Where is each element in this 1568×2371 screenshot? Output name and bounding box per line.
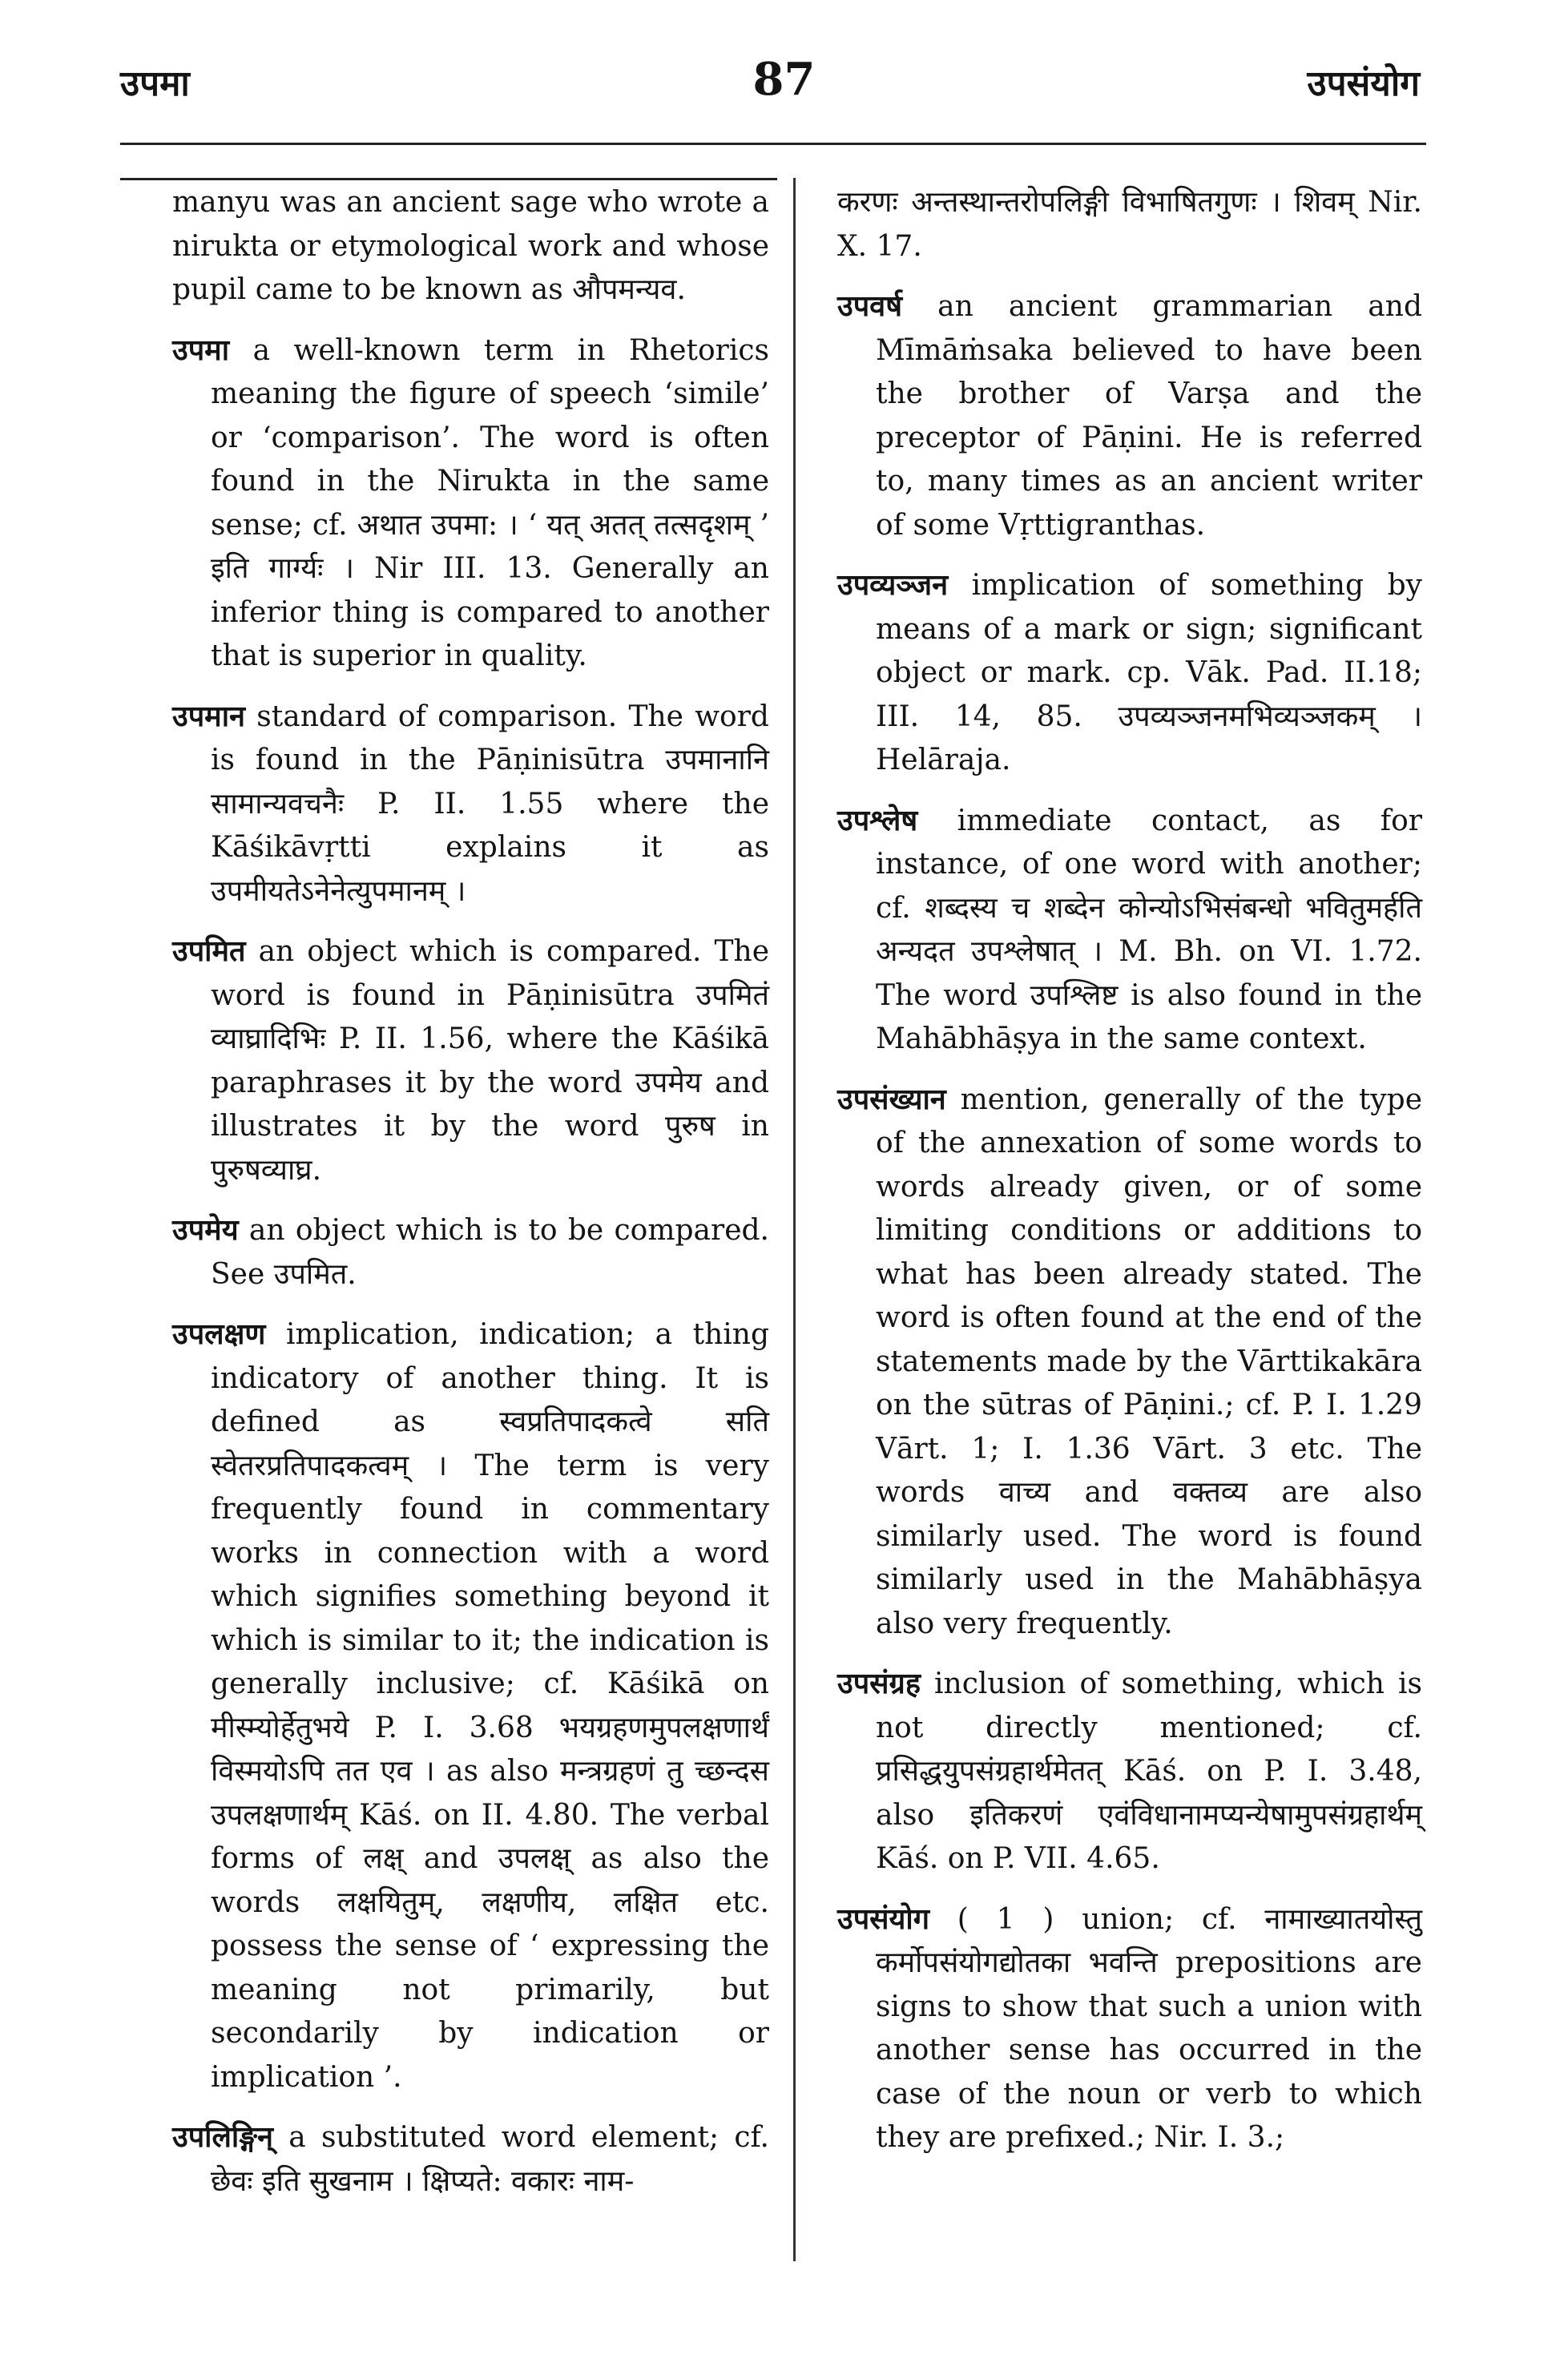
left-column-rule bbox=[120, 178, 777, 180]
entry-definition: करणः अन्तस्थान्तरोपलिङ्गी विभाषितगुणः । शिवम् Nir. X. 17. bbox=[837, 186, 1422, 263]
entry-definition: an object which is compared. The word is found in Pāṇinisūtra उपमितं व्याघ्रादिभिः P. II. 1.56, where the Kāśikā paraphrases it by the word उपमेय and illustrates it by the word पुरुष in पुरुषव्याघ्र. bbox=[211, 935, 769, 1187]
right-column bbox=[837, 181, 1422, 2176]
entry-headword: उपसंयोग bbox=[837, 1901, 929, 1936]
entry-definition: an object which is to be compared. See उपमित. bbox=[211, 1214, 769, 1291]
column-divider bbox=[793, 178, 796, 2261]
dictionary-entry bbox=[172, 1313, 769, 2099]
entry-definition: implication of something by means of a mark or sign; significant object or mark. cp. Vāk. Pad. II.18; III. 14, 85. उपव्यञ्जनमभिव्यञ्जकम् । Helāraja. bbox=[876, 569, 1422, 776]
entry-headword: उपलिङ्गिन् bbox=[172, 2120, 274, 2154]
header-rule bbox=[120, 143, 1426, 145]
entry-headword: उपसंख्यान bbox=[837, 1082, 946, 1116]
page-number: 87 bbox=[752, 53, 816, 106]
dictionary-entry bbox=[172, 1208, 769, 1296]
dictionary-entry bbox=[837, 563, 1422, 783]
running-head-left: उपमा bbox=[120, 63, 190, 104]
entry-headword: उपलक्षण bbox=[172, 1317, 266, 1351]
dictionary-entry bbox=[837, 1897, 1422, 2160]
entry-definition: standard of comparison. The word is found in the Pāṇinisūtra उपमानानि सामान्यवचनैः P. II. 1.55 where the Kāśikāvṛtti explains it as उपमीयतेऽनेनेत्युपमानम् । bbox=[211, 700, 769, 908]
entry-definition: implication, indication; a thing indicatory of another thing. It is defined as स्वप्रतिपादकत्वे सति स्वेतरप्रतिपादकत्वम् । The term is very frequently found in commentary works in connection with a word which signifies something beyond it which is similar to it; the indication is generally inclusive; cf. Kāśikā on मीस्म्योर्हेतुभये P. I. 3.68 भयग्रहणमुपलक्षणार्थं विस्मयोऽपि तत एव । as also मन्त्रग्रहणं तु च्छन्दस उपलक्षणार्थम् Kāś. on II. 4.80. The verbal forms of लक्ष् and उपलक्ष् as also the words लक्षयितुम्, लक्षणीय, लक्षित etc. possess the sense of ‘ expressing the meaning not primarily, but secondarily by indication or implication ’. bbox=[211, 1318, 769, 2094]
entry-definition: ( 1 ) union; cf. नामाख्यातयोस्तु कर्मोपसंयोगद्योतका भवन्ति prepositions are signs to show that such a union with another sense has occurred in the case of the noun or verb to which they are prefixed.; Nir. I. 3.; bbox=[876, 1902, 1422, 2154]
entry-headword: उपसंग्रह bbox=[837, 1667, 921, 1700]
running-head-right: उपसंयोग bbox=[1307, 63, 1420, 104]
dictionary-entry bbox=[837, 181, 1422, 268]
entry-definition: mention, generally of the type of the annexation of some words to words already given, or of some limiting conditions or additions to what has been already stated. The word is often found at the end of the statements made by the Vārttikakāra on the sūtras of Pāṇini.; cf. P. I. 1.29 Vārt. 1; I. 1.36 Vārt. 3 etc. The words वाच्य and वक्तव्य are also similarly used. The word is found similarly used in the Mahābhāṣya also very frequently. bbox=[876, 1083, 1422, 1640]
entry-headword: उपमा bbox=[172, 333, 230, 367]
dictionary-entry bbox=[837, 1078, 1422, 1647]
entry-headword: उपमेय bbox=[172, 1213, 239, 1247]
entry-headword: उपव्यञ्जन bbox=[837, 568, 949, 602]
dictionary-entry bbox=[837, 799, 1422, 1062]
dictionary-entry bbox=[172, 695, 769, 914]
dictionary-entry bbox=[172, 181, 769, 313]
dictionary-entry bbox=[172, 329, 769, 679]
entry-definition: a substituted word element; cf. छेवः इति सुखनाम । क्षिप्यते: वकारः नाम- bbox=[211, 2121, 769, 2198]
entry-headword: उपवर्ष bbox=[837, 289, 903, 323]
entry-definition: inclusion of something, which is not directly mentioned; cf. प्रसिद्धयुपसंग्रहार्थमेतत् Kāś. on P. I. 3.48, also इतिकरणं एवंविधानामप्यन्येषामुपसंग्रहार्थम् Kāś. on P. VII. 4.65. bbox=[876, 1667, 1422, 1875]
left-column bbox=[172, 181, 769, 2220]
entry-headword: उपश्लेष bbox=[837, 803, 918, 837]
entry-headword: उपमान bbox=[172, 699, 246, 733]
entry-definition: an ancient grammarian and Mīmāṁsaka believed to have been the brother of Varṣa and the preceptor of Pāṇini. He is referred to, many times as an ancient writer of some Vṛttigranthas. bbox=[876, 290, 1422, 542]
entry-definition: a well-known term in Rhetorics meaning the figure of speech ‘simile’ or ‘comparison’. The word is often found in the Nirukta in the same sense; cf. अथात उपमा: । ‘ यत् अतत् तत्सदृशम् ’ इति गार्ग्यः । Nir III. 13. Generally an inferior thing is compared to another that is superior in quality. bbox=[211, 333, 769, 672]
entry-headword: उपमित bbox=[172, 934, 246, 968]
entry-definition: immediate contact, as for instance, of one word with another; cf. शब्दस्य च शब्देन कोन्योऽभिसंबन्धो भवितुमर्हति अन्यदत उपश्लेषात् । M. Bh. on VI. 1.72. The word उपश्लिष्ट is also found in the Mahābhāṣya in the same context. bbox=[876, 804, 1422, 1055]
dictionary-entry bbox=[172, 929, 769, 1192]
entry-definition: manyu was an ancient sage who wrote a nirukta or etymological work and whose pupil came to be known as औपमन्यव. bbox=[172, 186, 769, 306]
dictionary-entry bbox=[837, 284, 1422, 547]
dictionary-entry bbox=[837, 1662, 1422, 1881]
dictionary-entry bbox=[172, 2115, 769, 2204]
